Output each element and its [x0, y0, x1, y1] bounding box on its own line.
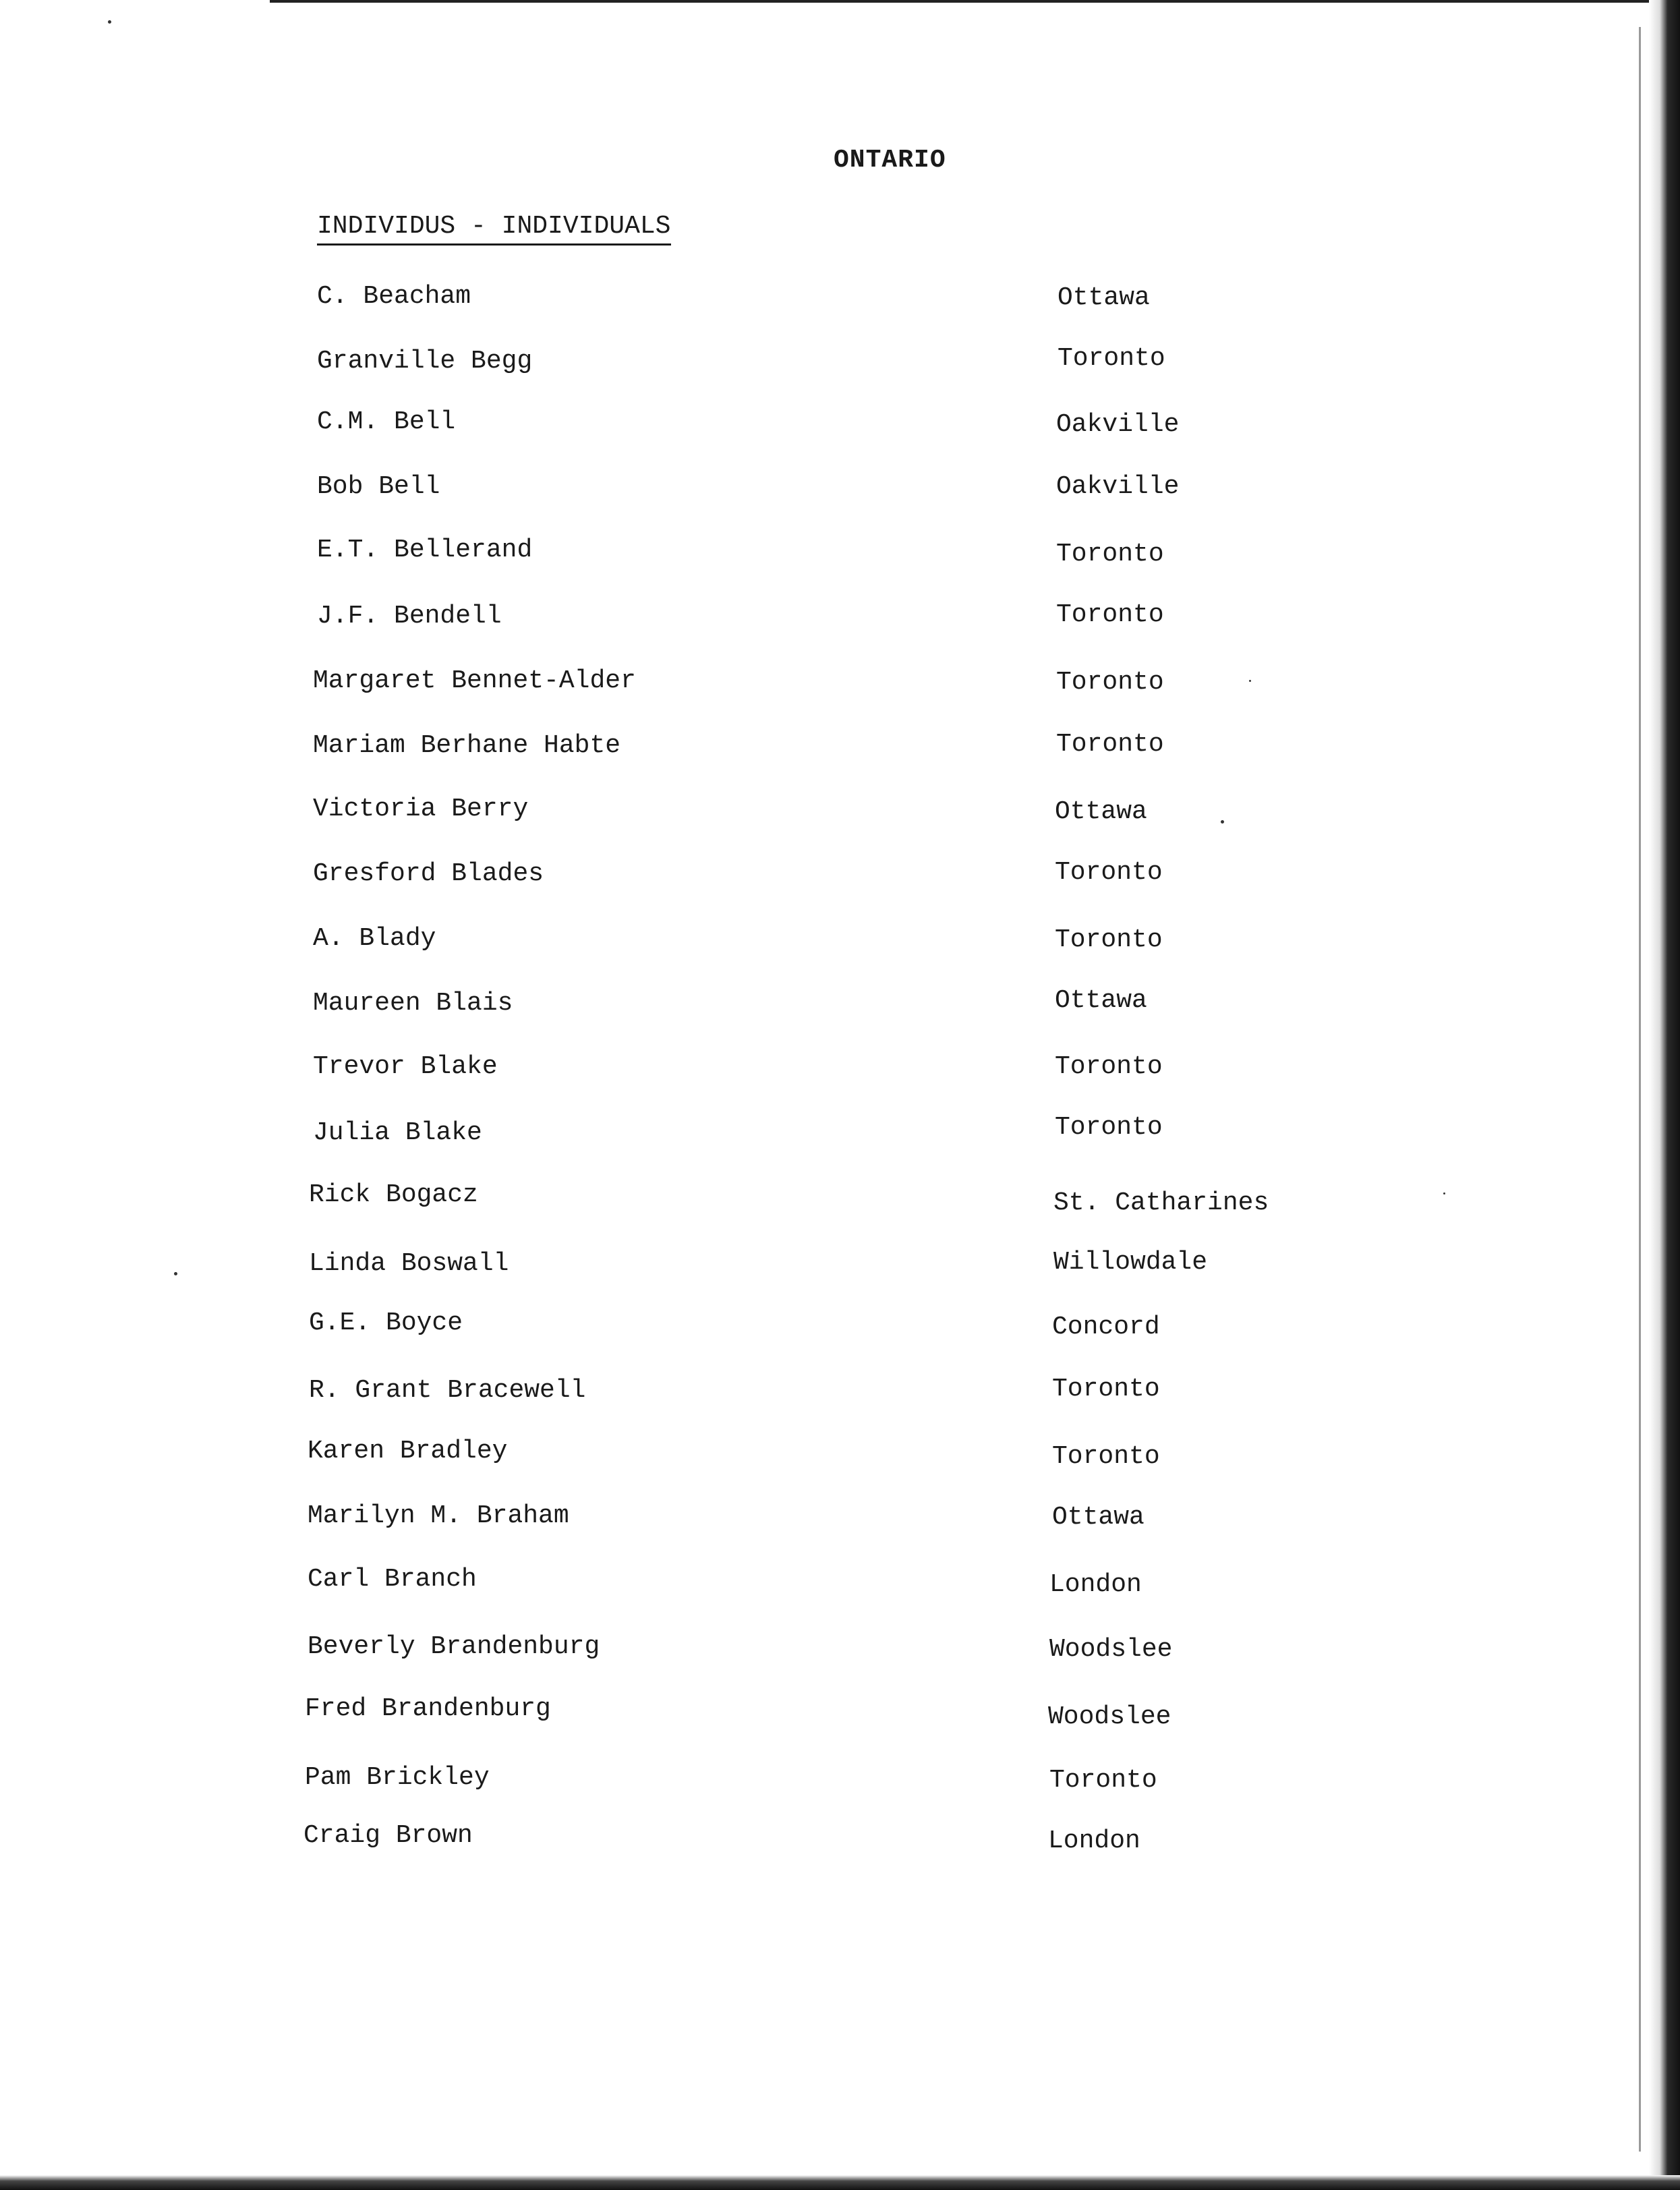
entry-city: Toronto — [1056, 540, 1164, 569]
entry-city: Oakville — [1056, 410, 1180, 439]
entry-name: R. Grant Bracewell — [309, 1376, 586, 1405]
entry-name: G.E. Boyce — [309, 1308, 463, 1337]
entry-name: J.F. Bendell — [317, 602, 502, 631]
entry-name: Fred Brandenburg — [305, 1694, 551, 1723]
entry-name: Victoria Berry — [313, 795, 529, 824]
entry-name: Rick Bogacz — [309, 1180, 478, 1209]
entry-city: Ottawa — [1055, 797, 1147, 826]
entry-name: Mariam Berhane Habte — [313, 731, 621, 760]
entry-name: Maureen Blais — [313, 989, 513, 1018]
entry-name: Granville Begg — [317, 347, 533, 376]
entry-city: Ottawa — [1055, 986, 1147, 1015]
entry-name: Trevor Blake — [313, 1052, 498, 1081]
entry-city: Toronto — [1056, 668, 1164, 697]
entry-name: A. Blady — [313, 924, 436, 953]
entry-city: Concord — [1052, 1313, 1160, 1342]
entry-city: Willowdale — [1053, 1248, 1208, 1277]
entry-city: Toronto — [1055, 858, 1163, 887]
entry-city: Toronto — [1055, 1052, 1163, 1081]
entry-name: Carl Branch — [308, 1565, 477, 1594]
entry-city: Woodslee — [1048, 1702, 1171, 1731]
entry-city: London — [1049, 1570, 1142, 1599]
entry-name: C.M. Bell — [317, 407, 456, 436]
entry-name: Craig Brown — [303, 1821, 473, 1850]
entry-name: C. Beacham — [317, 282, 471, 311]
entry-name: E.T. Bellerand — [317, 536, 533, 565]
entry-name: Bob Bell — [317, 472, 440, 501]
entry-name: Julia Blake — [313, 1118, 482, 1147]
entry-city: Toronto — [1055, 1113, 1163, 1142]
entry-city: London — [1048, 1826, 1140, 1855]
entry-name: Gresford Blades — [313, 859, 544, 888]
page-title: ONTARIO — [834, 146, 946, 175]
entry-city: Toronto — [1052, 1442, 1160, 1471]
entry-name: Margaret Bennet-Alder — [313, 666, 636, 695]
entry-city: Toronto — [1056, 600, 1164, 629]
entry-name: Beverly Brandenburg — [308, 1632, 600, 1661]
entry-city: Toronto — [1058, 344, 1165, 373]
entry-name: Pam Brickley — [305, 1763, 490, 1792]
section-heading: INDIVIDUS - INDIVIDUALS — [317, 212, 671, 246]
entry-city: Ottawa — [1058, 283, 1150, 312]
entry-name: Karen Bradley — [308, 1437, 508, 1466]
entry-city: Ottawa — [1052, 1503, 1145, 1532]
entry-name: Linda Boswall — [309, 1249, 509, 1278]
entry-city: Oakville — [1056, 472, 1180, 501]
entry-city: Toronto — [1055, 925, 1163, 954]
entry-city: Toronto — [1052, 1375, 1160, 1404]
entry-city: Toronto — [1049, 1766, 1157, 1795]
entry-city: St. Catharines — [1053, 1188, 1269, 1217]
entry-city: Toronto — [1056, 730, 1164, 759]
entry-name: Marilyn M. Braham — [308, 1501, 569, 1530]
entry-city: Woodslee — [1049, 1635, 1173, 1664]
